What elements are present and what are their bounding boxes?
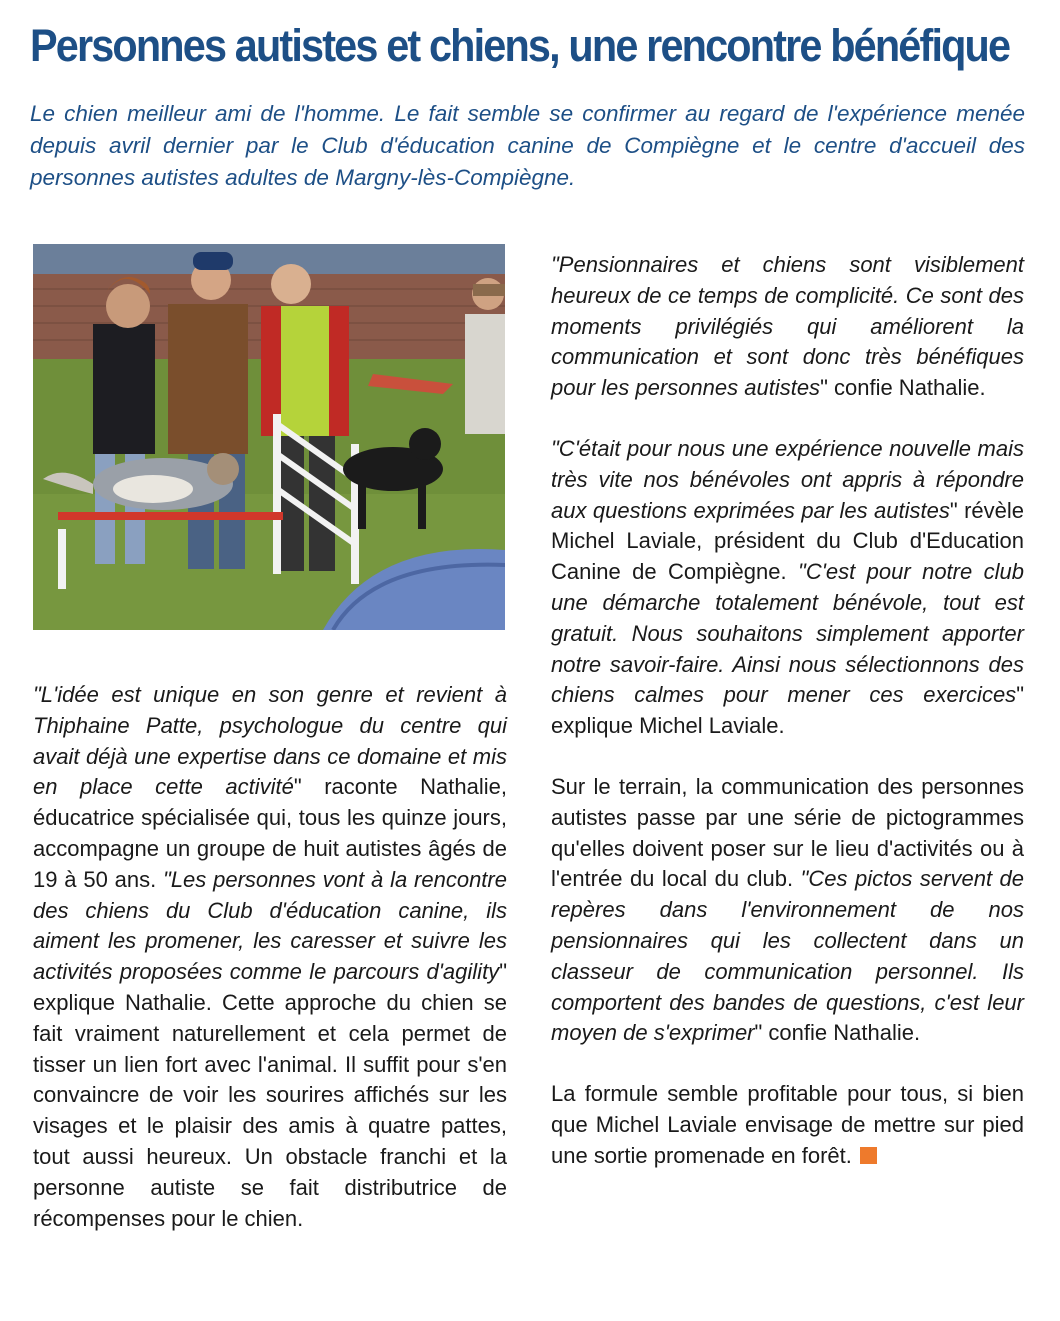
- paragraph: [551, 434, 1024, 742]
- body-text: " révèle Michel Laviale, président du Club d'Education Canine de Compiègne.: [551, 497, 1025, 585]
- body-text: Sur le terrain, la communication des personnes autistes passe par une série de pictogrammes qu'elles doivent poser sur le lieu d'activités ou à l'entrée du local du club.: [551, 773, 1024, 892]
- quote-text: "Pensionnaires et chiens sont visiblement heureux de ce temps de complicité. Ce sont des moments privilégiés qui améliorent la communication et sont donc très bénéfiques pour les personnes autistes: [551, 252, 1024, 401]
- paragraph: [551, 250, 1024, 404]
- body-text: " explique Michel Laviale.: [551, 682, 1024, 739]
- paragraph: [551, 772, 1024, 1049]
- body-text: " explique Nathalie. Cette approche du chien se fait vraiment naturellement et cela permet de tisser un lien fort avec l'animal. Il suffit pour s'en convaincre de voir les sourires affichés sur les visages et le plaisir des amis à quatre pattes, tout aussi heureux. Un obstacle franchi et la personne autiste se fait distributrice de récompenses pour le chien.: [33, 959, 507, 1231]
- article-column-right: [551, 250, 1024, 1172]
- end-of-article-mark: [860, 1147, 877, 1164]
- article-intro: Le chien meilleur ami de l'homme. Le fait semble se confirmer au regard de l'expérience menée depuis avril dernier par le Club d'éducation canine de Compiègne et le centre d'accueil des personnes autistes adultes de Margny-lès-Compiègne.: [30, 101, 1025, 190]
- article-headline: Personnes autistes et chiens, une rencontre bénéfique: [30, 20, 1010, 71]
- quote-text: "C'est pour notre club une démarche totalement bénévole, tout est gratuit. Nous souhaitons simplement apporter notre savoir-faire. Ainsi nous sélectionnons des chiens calmes pour mener ces exercices: [551, 559, 1024, 708]
- body-text: " confie Nathalie.: [754, 1020, 921, 1046]
- body-text: La formule semble profitable pour tous, si bien que Michel Laviale envisage de mettre sur pied une sortie promenade en forêt.: [551, 1081, 1024, 1168]
- quote-text: "L'idée est unique en son genre et revient à Thiphaine Patte, psychologue du centre qui avait déjà une expertise dans ce domaine et mis en place cette activité: [33, 682, 507, 800]
- article-column-left: [33, 680, 507, 1234]
- quote-text: "Les personnes vont à la rencontre des chiens du Club d'éducation canine, ils aiment les promener, les caresser et suivre les activités proposées comme le parcours d'agility: [33, 866, 507, 985]
- paragraph: [551, 1079, 1024, 1171]
- paragraph: [33, 680, 507, 1234]
- quote-text: "Ces pictos servent de repères dans l'environnement de nos pensionnaires qui les collectent dans un classeur de communication personnel. Ils comportent des bandes de questions, c'est leur moyen de s'exprimer: [551, 866, 1025, 1046]
- quote-text: "C'était pour nous une expérience nouvelle mais très vite nos bénévoles ont appris à répondre aux questions exprimées par les autistes: [551, 435, 1024, 523]
- article-photo: [33, 244, 505, 630]
- body-text: " confie Nathalie.: [820, 375, 986, 401]
- body-text: " raconte Nathalie, éducatrice spécialisée qui, tous les quinze jours, accompagne un groupe de huit autistes âgés de 19 à 50 ans.: [33, 774, 507, 892]
